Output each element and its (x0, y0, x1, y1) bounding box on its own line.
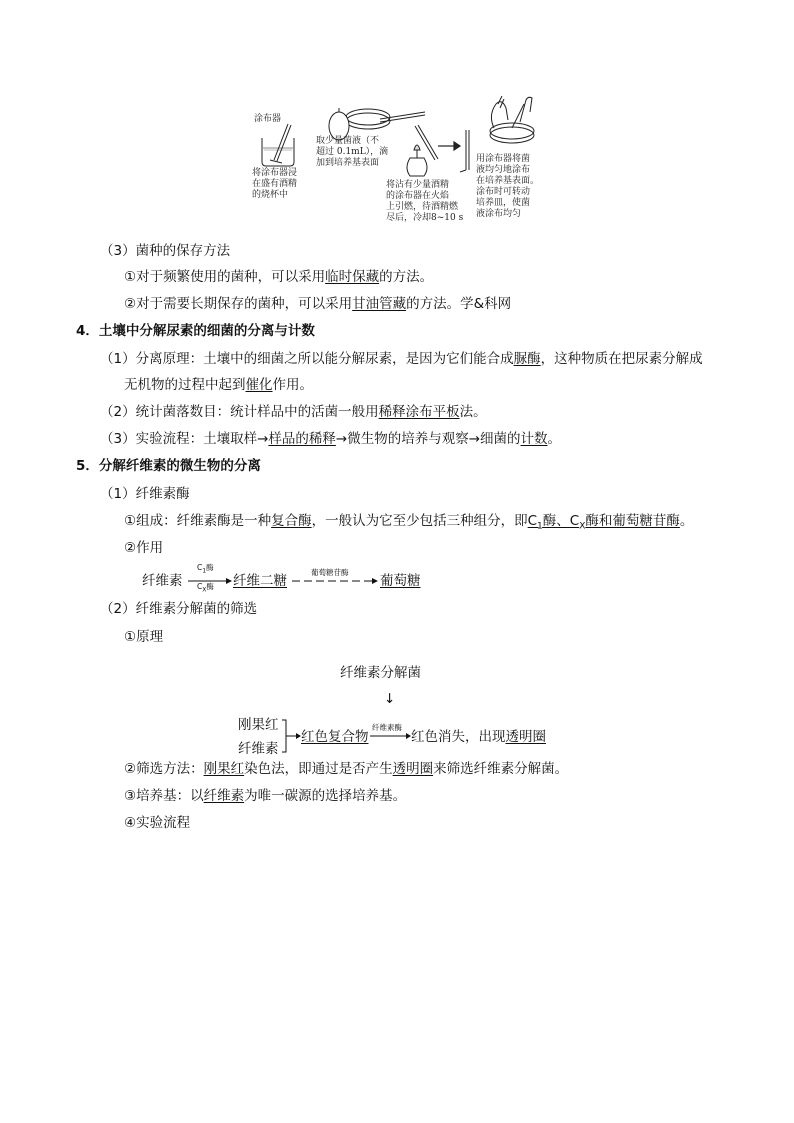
section-5-title: 5．分解纤维素的微生物的分离 (76, 458, 261, 474)
answer-underline: 临时保藏 (325, 269, 380, 285)
diagram-result: 红色消失，出现透明圈 (411, 729, 546, 745)
caption-line: 液涂布均匀 (476, 209, 522, 219)
diagram-red-complex: 红色复合物 (301, 729, 369, 745)
caption-line: 尽后，冷却8~10 s (386, 213, 464, 223)
section-4-title: 4．土壤中分解尿素的细菌的分离与计数 (76, 323, 315, 339)
caption-line: 超过 0.1mL），滴 (316, 147, 389, 157)
diagram-bacteria: 纤维素分解菌 (340, 665, 421, 681)
answer-underline: 计数 (520, 431, 548, 447)
flow-enzyme-cx: $C_X$酶 (197, 582, 214, 594)
flow-cellobiose: 纤维二糖 (233, 573, 287, 589)
answer-underline: 脲酶 (513, 351, 541, 367)
caption-line: 培养皿，使菌 (476, 198, 531, 208)
answer-underline: 样品的稀释 (268, 431, 336, 447)
preservation-item-1: ①对于频繁使用的菌种，可以采用临时保藏的方法。 (124, 269, 434, 285)
flow-enzyme-glucosidase: 葡萄糖苷酶 (311, 568, 349, 577)
caption-line: 在盛有酒精 (252, 179, 298, 189)
principle-heading: ①原理 (124, 629, 164, 645)
caption-line: 的涂布器在火焰 (386, 191, 450, 201)
flow-glucose: 葡萄糖 (380, 573, 421, 589)
section-4-p1: （1）分离原理：土壤中的细菌之所以能分解尿素，是因为它们能合成脲酶，这种物质在把尿素分解成 (100, 351, 703, 367)
caption-line: 液均匀地涂布 (476, 165, 531, 175)
experiment-flow-heading: ④实验流程 (124, 815, 191, 831)
answer-underline: $C_1$酶、$C_X$酶和葡萄糖苷酶 (527, 513, 680, 532)
answer-underline: 甘油管藏 (352, 296, 407, 312)
spreader-label: 涂布器 (254, 114, 282, 124)
caption-line: 的烧杯中 (252, 190, 289, 200)
caption-line: 上引燃，待酒精燃 (386, 202, 459, 212)
screening-heading: （2）纤维素分解菌的筛选 (100, 601, 258, 617)
flow-enzyme-c1: $C_1$酶 (197, 563, 214, 575)
section-4-p3: （3）实验流程：土壤取样→样品的稀释→微生物的培养与观察→细菌的计数。 (100, 431, 562, 447)
caption-line: 取少量菌液（不 (316, 136, 380, 146)
diagram-cellulose: 纤维素 (238, 741, 279, 757)
screening-method: ②筛选方法：刚果红染色法，即通过是否产生透明圈来筛选纤维素分解菌。 (124, 761, 569, 777)
answer-underline: 稀释涂布平板 (378, 404, 460, 420)
cellulase-heading: （1）纤维素酶 (100, 486, 190, 502)
answer-underline: 透明圈 (392, 761, 434, 777)
diagram-down-arrow: ↓ (384, 691, 396, 707)
section-4-p2: （2）统计菌落数目：统计样品中的活菌一般用稀释涂布平板法。 (100, 404, 487, 420)
answer-underline: 刚果红 (203, 761, 245, 777)
cellulase-function-heading: ②作用 (124, 540, 164, 556)
diagram-cellulase: 纤维素酶 (372, 723, 402, 732)
caption-line: 涂布时可转动 (476, 187, 531, 197)
answer-underline: 纤维素 (203, 788, 245, 804)
answer-underline: 催化 (245, 377, 273, 393)
caption-line: 加到培养基表面 (316, 158, 380, 168)
diagram-congo-red: 刚果红 (238, 717, 279, 733)
answer-underline: 复合酶 (271, 513, 312, 529)
caption-line: 在培养基表面。 (476, 176, 540, 186)
caption-line: 将涂布器浸 (252, 168, 298, 178)
caption-line: 用涂布器将菌 (476, 154, 531, 164)
answer-underline: 透明圈 (505, 729, 546, 745)
section-4-p1-cont: 无机物的过程中起到催化作用。 (124, 377, 313, 393)
cellulase-composition: ①组成：纤维素酶是一种复合酶，一般认为它至少包括三种组分，即$C_1$酶、$C_X$酶和葡萄糖苷酶。 (124, 513, 694, 532)
caption-line: 将沾有少量酒精 (386, 180, 450, 190)
flow-cellulose: 纤维素 (142, 573, 183, 589)
preservation-heading: （3）菌种的保存方法 (100, 243, 231, 259)
preservation-item-2: ②对于需要长期保存的菌种，可以采用甘油管藏的方法。学&科网 (124, 296, 512, 312)
culture-medium: ③培养基：以纤维素为唯一碳源的选择培养基。 (124, 788, 407, 804)
